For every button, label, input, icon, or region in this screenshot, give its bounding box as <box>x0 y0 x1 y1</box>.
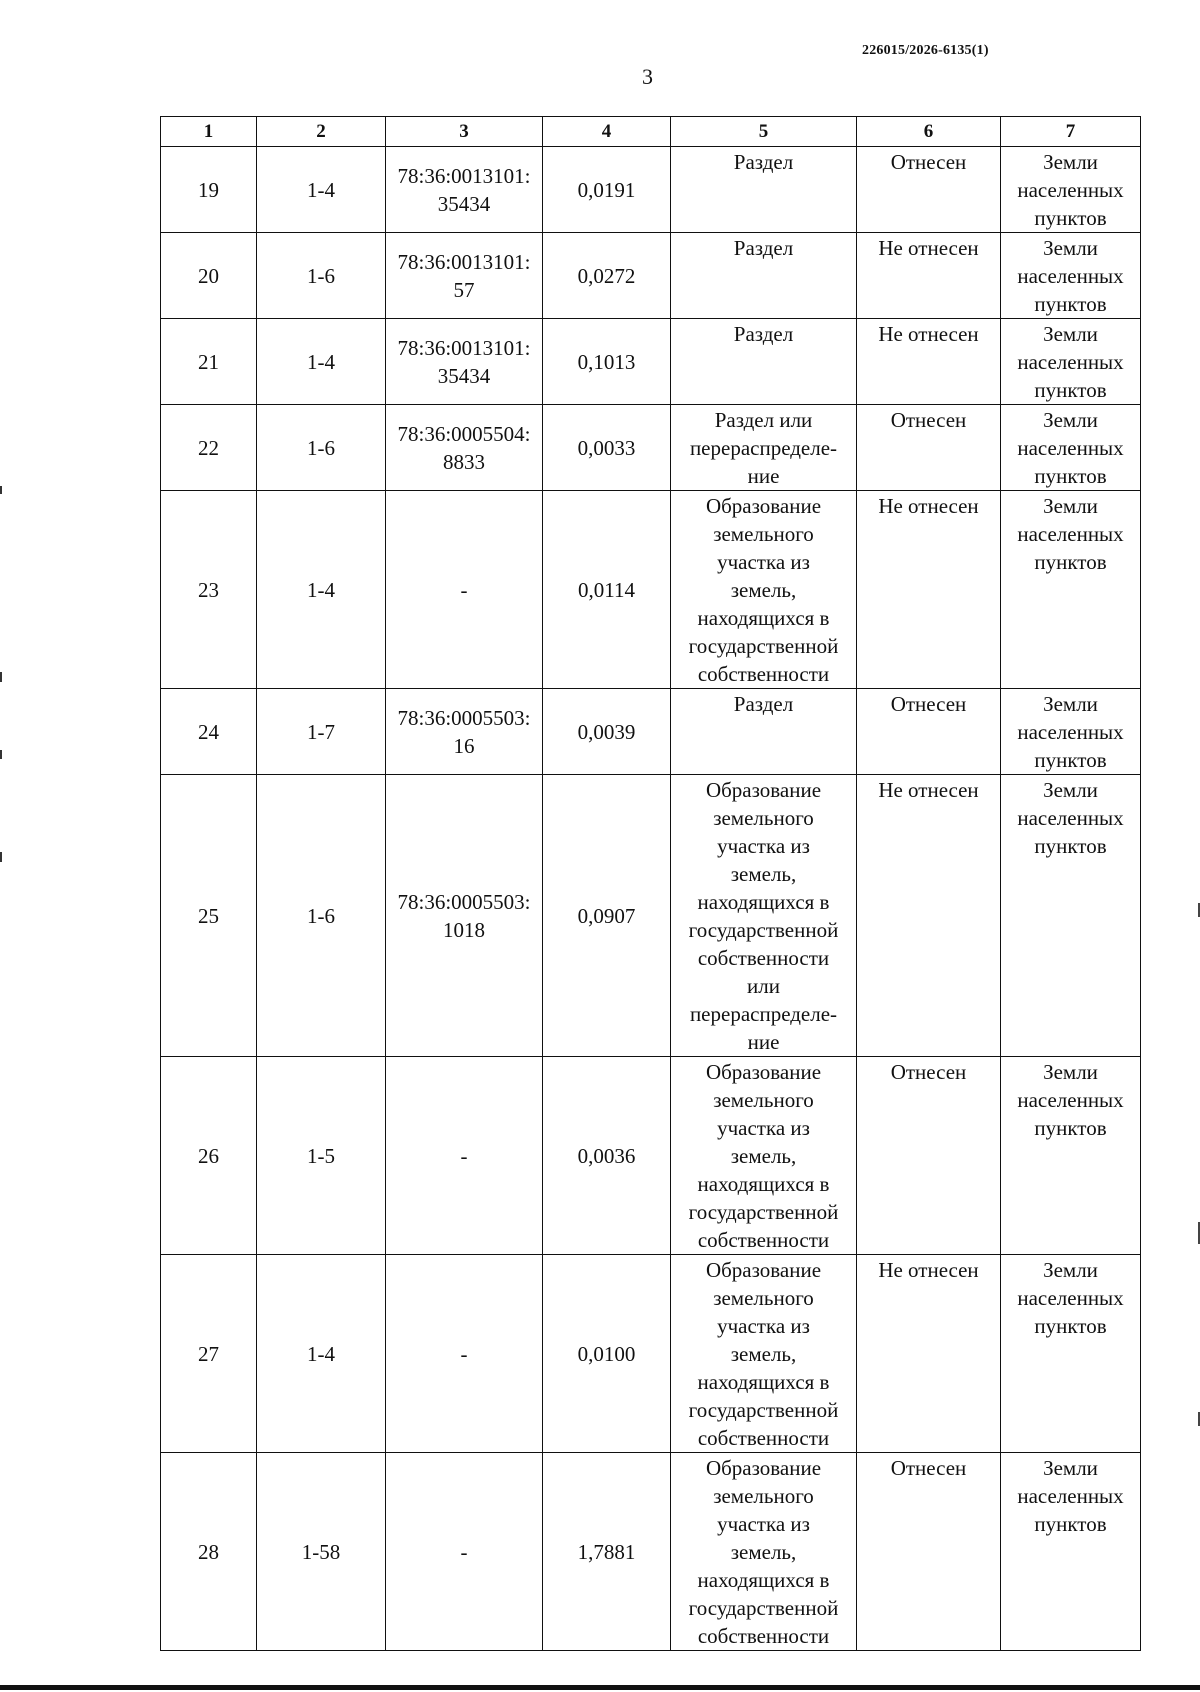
cell-category: Земли населенных пунктов <box>1001 775 1141 1057</box>
cell-cadastral: - <box>386 491 543 689</box>
cell-method: Раздел <box>671 689 857 775</box>
cell-n: 27 <box>161 1255 257 1453</box>
table-header-row <box>161 117 1141 147</box>
cell-status: Не отнесен <box>857 775 1001 1057</box>
scan-edge-mark <box>0 852 2 862</box>
cell-points: 1-7 <box>257 689 386 775</box>
cell-points: 1-6 <box>257 233 386 319</box>
cell-method: Образование земельного участка из земель, находящихся в государственной собственности <box>671 1255 857 1453</box>
cell-points: 1-58 <box>257 1453 386 1651</box>
cell-area: 0,0033 <box>543 405 671 491</box>
cell-category: Земли населенных пунктов <box>1001 405 1141 491</box>
cell-area: 0,0272 <box>543 233 671 319</box>
cell-area: 0,0907 <box>543 775 671 1057</box>
cell-status: Не отнесен <box>857 491 1001 689</box>
table-row <box>161 405 1141 491</box>
cell-cadastral: - <box>386 1057 543 1255</box>
cell-status: Не отнесен <box>857 319 1001 405</box>
land-plots-table <box>160 116 1141 1651</box>
cell-category: Земли населенных пунктов <box>1001 233 1141 319</box>
cell-area: 0,1013 <box>543 319 671 405</box>
column-header: 2 <box>257 117 386 147</box>
cell-n: 19 <box>161 147 257 233</box>
scan-edge-mark <box>0 672 2 682</box>
cell-points: 1-4 <box>257 1255 386 1453</box>
scan-bottom-edge <box>0 1685 1200 1690</box>
cell-method: Раздел <box>671 319 857 405</box>
cell-category: Земли населенных пунктов <box>1001 1057 1141 1255</box>
cell-cadastral: 78:36:0013101: 57 <box>386 233 543 319</box>
cell-category: Земли населенных пунктов <box>1001 689 1141 775</box>
column-header: 3 <box>386 117 543 147</box>
cell-n: 23 <box>161 491 257 689</box>
cell-n: 21 <box>161 319 257 405</box>
cell-area: 1,7881 <box>543 1453 671 1651</box>
cell-points: 1-6 <box>257 775 386 1057</box>
scan-edge-mark <box>0 486 2 494</box>
cell-area: 0,0114 <box>543 491 671 689</box>
cell-status: Отнесен <box>857 1057 1001 1255</box>
cell-points: 1-6 <box>257 405 386 491</box>
cell-status: Отнесен <box>857 405 1001 491</box>
cell-status: Отнесен <box>857 1453 1001 1651</box>
cell-points: 1-4 <box>257 319 386 405</box>
column-header: 7 <box>1001 117 1141 147</box>
document-number: 226015/2026-6135(1) <box>862 43 989 58</box>
table-row <box>161 1453 1141 1651</box>
cell-points: 1-5 <box>257 1057 386 1255</box>
cell-category: Земли населенных пунктов <box>1001 491 1141 689</box>
table-row <box>161 147 1141 233</box>
cell-category: Земли населенных пунктов <box>1001 1453 1141 1651</box>
cell-status: Отнесен <box>857 147 1001 233</box>
cell-cadastral: 78:36:0013101: 35434 <box>386 147 543 233</box>
cell-area: 0,0191 <box>543 147 671 233</box>
cell-method: Раздел <box>671 233 857 319</box>
cell-method: Раздел <box>671 147 857 233</box>
cell-cadastral: 78:36:0005503: 16 <box>386 689 543 775</box>
cell-category: Земли населенных пунктов <box>1001 1255 1141 1453</box>
cell-points: 1-4 <box>257 491 386 689</box>
cell-category: Земли населенных пунктов <box>1001 147 1141 233</box>
cell-method: Образование земельного участка из земель, находящихся в государственной собственности или перераспределе- ние <box>671 775 857 1057</box>
cell-area: 0,0039 <box>543 689 671 775</box>
column-header: 4 <box>543 117 671 147</box>
scan-edge-mark <box>0 750 2 759</box>
column-header: 6 <box>857 117 1001 147</box>
cell-cadastral: - <box>386 1453 543 1651</box>
table-row <box>161 491 1141 689</box>
cell-n: 26 <box>161 1057 257 1255</box>
cell-area: 0,0036 <box>543 1057 671 1255</box>
cell-status: Отнесен <box>857 689 1001 775</box>
cell-n: 22 <box>161 405 257 491</box>
cell-n: 20 <box>161 233 257 319</box>
table-row <box>161 233 1141 319</box>
cell-method: Раздел или перераспределе- ние <box>671 405 857 491</box>
cell-status: Не отнесен <box>857 233 1001 319</box>
table-row <box>161 1255 1141 1453</box>
cell-cadastral: 78:36:0005503: 1018 <box>386 775 543 1057</box>
cell-method: Образование земельного участка из земель, находящихся в государственной собственности <box>671 1057 857 1255</box>
table-body <box>161 147 1141 1651</box>
cell-cadastral: 78:36:0005504: 8833 <box>386 405 543 491</box>
page-number: 3 <box>642 64 653 89</box>
table-row <box>161 775 1141 1057</box>
cell-category: Земли населенных пунктов <box>1001 319 1141 405</box>
cell-points: 1-4 <box>257 147 386 233</box>
cell-n: 25 <box>161 775 257 1057</box>
cell-method: Образование земельного участка из земель, находящихся в государственной собственности <box>671 1453 857 1651</box>
cell-n: 28 <box>161 1453 257 1651</box>
table-row <box>161 1057 1141 1255</box>
column-header: 5 <box>671 117 857 147</box>
cell-status: Не отнесен <box>857 1255 1001 1453</box>
cell-cadastral: 78:36:0013101: 35434 <box>386 319 543 405</box>
cell-cadastral: - <box>386 1255 543 1453</box>
table-row <box>161 319 1141 405</box>
cell-method: Образование земельного участка из земель, находящихся в государственной собственности <box>671 491 857 689</box>
column-header: 1 <box>161 117 257 147</box>
cell-n: 24 <box>161 689 257 775</box>
table-row <box>161 689 1141 775</box>
cell-area: 0,0100 <box>543 1255 671 1453</box>
